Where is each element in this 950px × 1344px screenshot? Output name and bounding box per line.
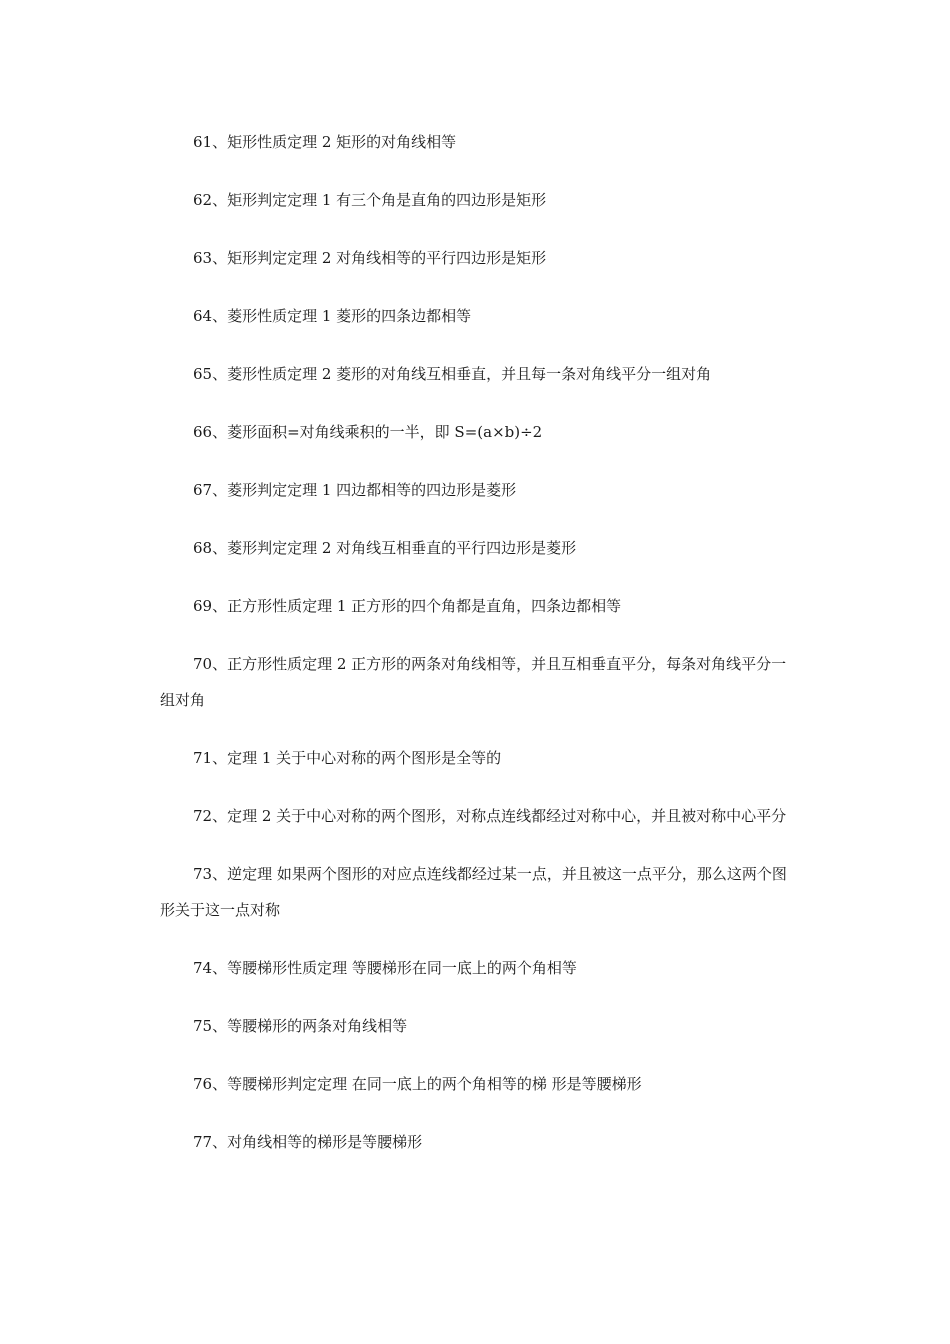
theorem-69: 69、正方形性质定理 1 正方形的四个角都是直角，四条边都相等 <box>193 597 622 615</box>
theorem-71: 71、定理 1 关于中心对称的两个图形是全等的 <box>193 749 502 767</box>
theorem-75: 75、等腰梯形的两条对角线相等 <box>193 1017 408 1035</box>
theorem-77: 77、对角线相等的梯形是等腰梯形 <box>193 1133 423 1151</box>
theorem-68: 68、菱形判定定理 2 对角线互相垂直的平行四边形是菱形 <box>193 539 577 557</box>
theorem-63: 63、矩形判定定理 2 对角线相等的平行四边形是矩形 <box>193 249 547 267</box>
theorem-62: 62、矩形判定定理 1 有三个角是直角的四边形是矩形 <box>193 191 547 209</box>
theorem-61: 61、矩形性质定理 2 矩形的对角线相等 <box>193 133 457 151</box>
theorem-76: 76、等腰梯形判定定理 在同一底上的两个角相等的梯 形是等腰梯形 <box>193 1075 642 1093</box>
theorem-73: 73、逆定理 如果两个图形的对应点连线都经过某一点，并且被这一点平分，那么这两个图形关于这一点对称 <box>160 865 787 919</box>
theorem-list <box>160 124 790 1182</box>
theorem-67: 67、菱形判定定理 1 四边都相等的四边形是菱形 <box>193 481 517 499</box>
theorem-65: 65、菱形性质定理 2 菱形的对角线互相垂直，并且每一条对角线平分一组对角 <box>193 365 712 383</box>
theorem-66: 66、菱形面积=对角线乘积的一半，即 S=(a×b)÷2 <box>193 423 543 441</box>
theorem-64: 64、菱形性质定理 1 菱形的四条边都相等 <box>193 307 472 325</box>
theorem-72: 72、定理 2 关于中心对称的两个图形，对称点连线都经过对称中心，并且被对称中心平分 <box>193 807 787 825</box>
theorem-70: 70、正方形性质定理 2 正方形的两条对角线相等，并且互相垂直平分，每条对角线平分一组对角 <box>160 655 787 709</box>
theorem-74: 74、等腰梯形性质定理 等腰梯形在同一底上的两个角相等 <box>193 959 577 977</box>
